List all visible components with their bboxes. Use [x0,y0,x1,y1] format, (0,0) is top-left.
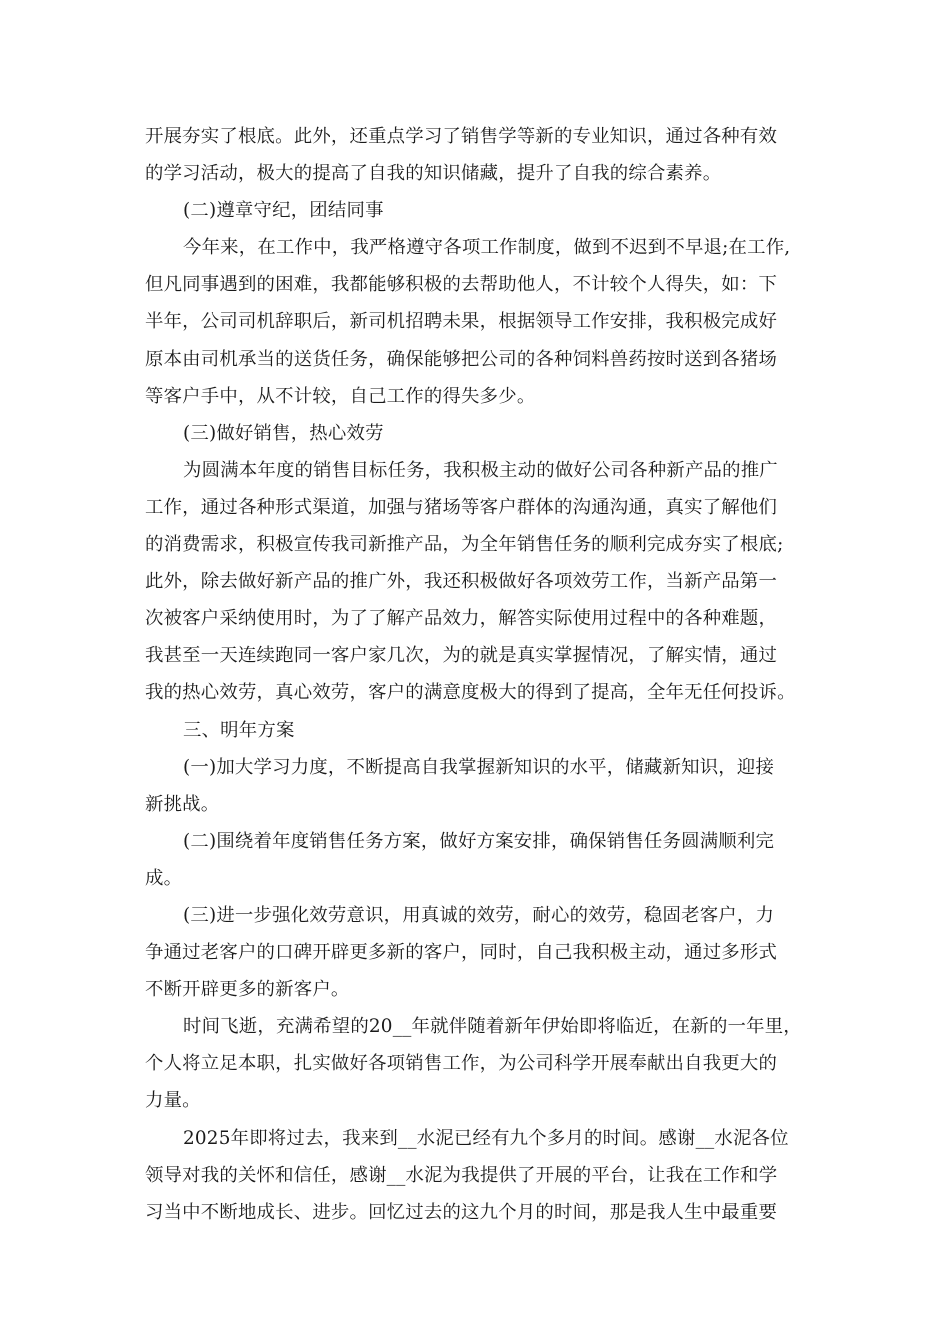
text-line: 开展夯实了根底。此外，还重点学习了销售学等新的专业知识，通过各种有效 [145,126,778,147]
text-line: (三)做好销售，热心效劳 [183,422,384,444]
text-line: 2025年即将过去，我来到__水泥已经有九个多月的时间。感谢__水泥各位 [183,1127,789,1149]
text-line: 的消费需求，积极宣传我司新推产品，为全年销售任务的顺利完成夯实了根底; [145,534,784,556]
text-line: 等客户手中，从不计较，自己工作的得失多少。 [145,385,536,407]
text-line: (一)加大学习力度，不断提高自我掌握新知识的水平，储藏新知识，迎接 [183,756,775,778]
text-line: 为圆满本年度的销售目标任务，我积极主动的做好公司各种新产品的推广 [183,459,778,481]
text-line: 工作，通过各种形式渠道，加强与猪场等客户群体的沟通沟通，真实了解他们 [145,496,778,518]
text-line: 成。 [145,867,183,889]
document-body [145,118,820,1231]
text-line: 不断开辟更多的新客户。 [145,979,350,1001]
text-line: 半年，公司司机辞职后，新司机招聘未果，根据领导工作安排，我积极完成好 [145,311,778,333]
text-line: (二)遵章守纪，团结同事 [183,200,384,222]
text-line: 原本由司机承当的送货任务，确保能够把公司的各种饲料兽药按时送到各猪场 [145,348,778,370]
text-line: 力量。 [145,1090,201,1112]
text-line: 个人将立足本职，扎实做好各项销售工作，为公司科学开展奉献出自我更大的 [145,1053,778,1075]
text-line: (三)进一步强化效劳意识，用真诚的效劳，耐心的效劳，稳固老客户，力 [183,904,775,926]
text-line: 的学习活动，极大的提高了自我的知识储藏，提升了自我的综合素养。 [145,163,722,185]
text-line: 新挑战。 [145,793,220,815]
text-line: 我甚至一天连续跑同一客户家几次，为的就是真实掌握情况，了解实情，通过 [145,645,778,667]
text-line: (二)围绕着年度销售任务方案，做好方案安排，确保销售任务圆满顺利完 [183,830,775,852]
text-line: 但凡同事遇到的困难，我都能够积极的去帮助他人，不计较个人得失，如：下 [145,274,778,296]
text-line: 争通过老客户的口碑开辟更多新的客户，同时，自己我积极主动，通过多形式 [145,942,778,964]
text-line: 习当中不断地成长、进步。回忆过去的这九个月的时间，那是我人生中最重要 [145,1201,778,1223]
text-line: 此外，除去做好新产品的推广外，我还积极做好各项效劳工作，当新产品第一 [145,571,778,593]
text-line: 次被客户采纳使用时，为了了解产品效力，解答实际使用过程中的各种难题， [145,608,778,630]
text-line: 领导对我的关怀和信任，感谢__水泥为我提供了开展的平台，让我在工作和学 [145,1164,778,1186]
text-line: 今年来，在工作中，我严格遵守各项工作制度，做到不迟到不早退;在工作, [183,237,791,259]
text-line: 我的热心效劳，真心效劳，客户的满意度极大的得到了提高，全年无任何投诉。 [145,682,796,704]
text-line: 时间飞逝，充满希望的20__年就伴随着新年伊始即将临近，在新的一年里， [183,1016,802,1038]
text-line: 三、明年方案 [183,719,295,741]
